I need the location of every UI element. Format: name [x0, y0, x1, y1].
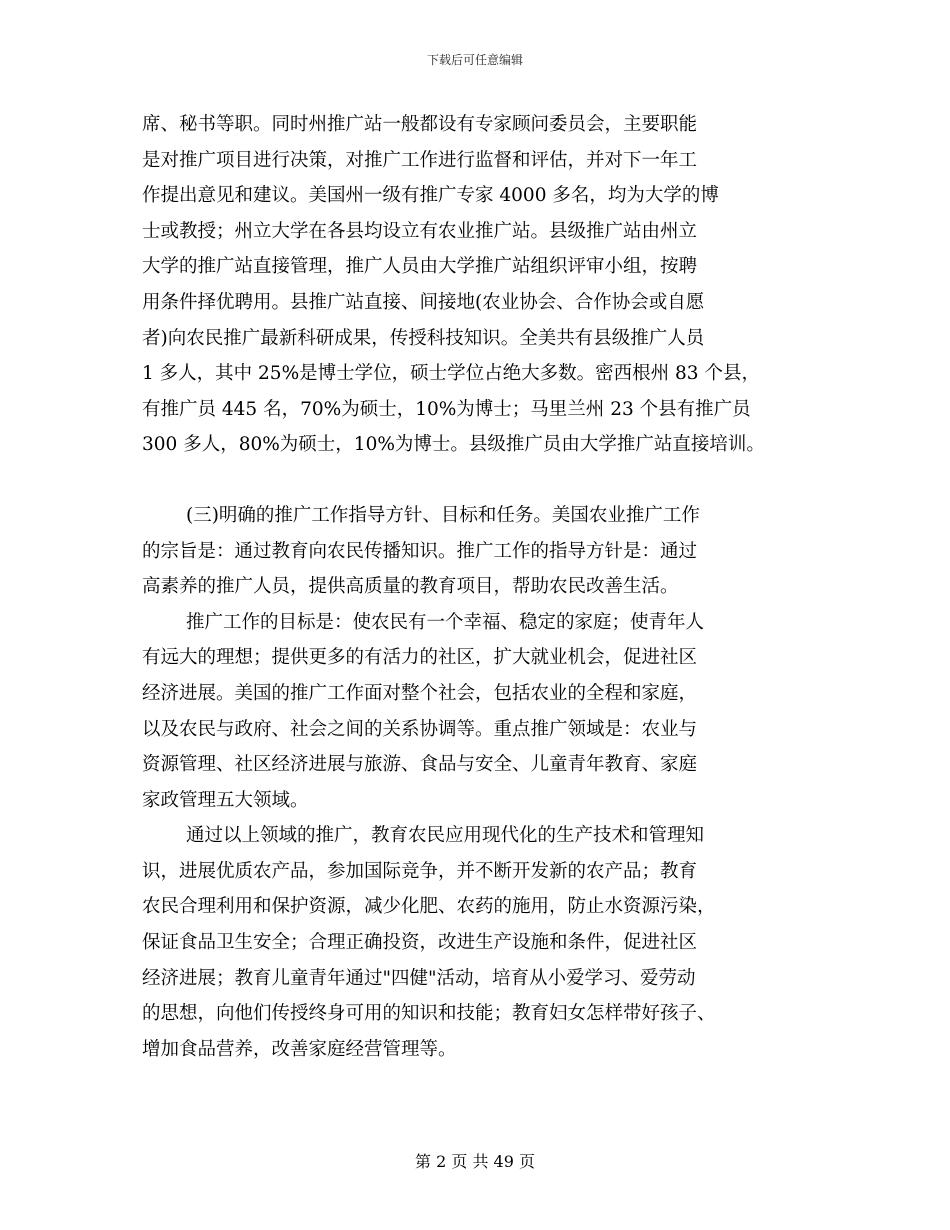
text-line: 有推广员 445 名，70%为硕士，10%为博士；马里兰州 23 个县有推广员	[142, 398, 751, 420]
text-line: 的思想，向他们传授终身可用的知识和技能；教育妇女怎样带好孩子、	[142, 1003, 716, 1025]
text-line: 识，进展优质农产品，参加国际竞争，并不断开发新的农产品；教育	[142, 860, 698, 882]
text-line: 有远大的理想；提供更多的有活力的社区，扩大就业机会，促进社区	[142, 647, 698, 669]
text-line: 的宗旨是：通过教育向农民传播知识。推广工作的指导方针是：通过	[142, 540, 698, 562]
page-number: 第 2 页 共 49 页	[415, 1152, 535, 1171]
text-line: 席、秘书等职。同时州推广站一般都设有专家顾问委员会，主要职能	[142, 114, 698, 135]
text-line: 增加食品营养，改善家庭经营管理等。	[142, 1038, 457, 1060]
text-line: 作提出意见和建议。美国州一级有推广专家 4000 多名，均为大学的博	[142, 185, 719, 207]
document-body	[142, 107, 842, 1067]
paragraph-gap	[142, 463, 842, 498]
text-line: 者)向农民推广最新科研成果，传授科技知识。全美共有县级推广人员	[142, 327, 705, 349]
text-line: 用条件择优聘用。县推广站直接、间接地(农业协会、合作协会或自愿	[142, 291, 705, 313]
page-header-note: 下载后可任意编辑	[426, 53, 523, 67]
section-heading-line: (三)明确的推广工作指导方针、目标和任务。美国农业推广工作	[186, 504, 700, 526]
text-line: 1 多人，其中 25%是博士学位，硕士学位占绝大多数。密西根州 83 个县，	[142, 363, 760, 385]
text-line: 经济进展；教育儿童青年通过"四健"活动，培育从小爱学习、爱劳动	[142, 967, 696, 989]
text-line: 资源管理、社区经济进展与旅游、食品与安全、儿童青年教育、家庭	[142, 754, 698, 776]
text-line: 300 多人，80%为硕士，10%为博士。县级推广员由大学推广站直接培训。	[142, 434, 765, 456]
text-line: 农民合理利用和保护资源，减少化肥、农药的施用，防止水资源污染，	[142, 896, 716, 918]
text-line: 大学的推广站直接管理，推广人员由大学推广站组织评审小组，按聘	[142, 256, 698, 278]
text-line: 是对推广项目进行决策，对推广工作进行监督和评估，并对下一年工	[142, 149, 698, 171]
text-line: 保证食品卫生安全；合理正确投资，改进生产设施和条件，促进社区	[142, 932, 698, 954]
text-line: 家政管理五大领域。	[142, 789, 309, 811]
text-line: 高素养的推广人员，提供高质量的教育项目，帮助农民改善生活。	[142, 576, 679, 598]
text-line: 经济进展。美国的推广工作面对整个社会，包括农业的全程和家庭，	[142, 682, 698, 704]
paragraph-first-line: 通过以上领域的推广，教育农民应用现代化的生产技术和管理知	[186, 825, 705, 847]
paragraph-first-line: 推广工作的目标是：使农民有一个幸福、稳定的家庭；使青年人	[186, 611, 705, 633]
text-line: 士或教授；州立大学在各县均设立有农业推广站。县级推广站由州立	[142, 220, 698, 242]
text-line: 以及农民与政府、社会之间的关系协调等。重点推广领域是：农业与	[142, 718, 698, 740]
